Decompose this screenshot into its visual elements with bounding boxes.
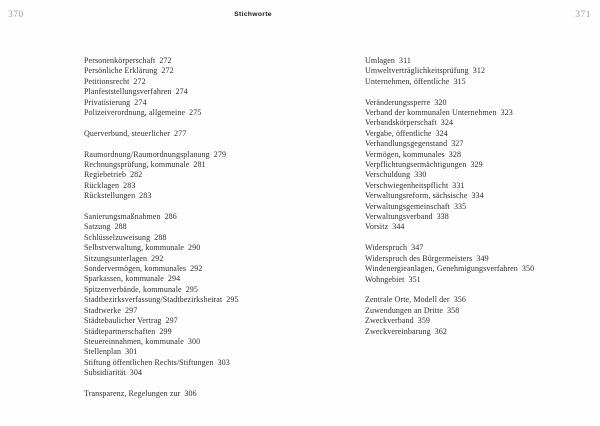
index-term: Privatisierung: [84, 97, 131, 107]
index-page-ref: 359: [417, 316, 431, 326]
index-term: Städtepartnerschaften: [84, 326, 156, 336]
index-page-ref: 283: [139, 191, 152, 201]
index-term: Querverbund, steuerlicher: [84, 128, 171, 138]
index-entry: [365, 139, 593, 149]
index-entry: [365, 264, 593, 274]
index-term: Rückstellungen: [84, 191, 136, 201]
index-page-ref: 272: [161, 66, 174, 76]
index-term: Vorsitz: [365, 222, 389, 232]
index-entry: [84, 368, 359, 378]
index-page-ref: 329: [470, 160, 483, 170]
index-entry: [84, 358, 359, 368]
index-page-ref: 282: [130, 170, 143, 180]
index-entry: [365, 222, 593, 232]
index-term: Polizeiverordnung, allgemeine: [84, 108, 186, 118]
index-page-ref: 277: [174, 128, 187, 138]
index-entry: [84, 56, 359, 66]
index-term: Stadtbezirksverfassung/Stadtbezirksbeirat: [84, 295, 223, 305]
index-entry: [84, 233, 359, 243]
index-entry: [365, 129, 593, 139]
index-page-ref: 323: [500, 108, 513, 118]
index-page-ref: 281: [193, 160, 206, 170]
index-term: Widerspruch des Bürgermeisters: [365, 253, 473, 263]
index-term: Vergabe, öffentliche: [365, 128, 432, 138]
index-entry: [84, 150, 359, 160]
index-page-ref: 294: [167, 274, 181, 284]
index-entry: [84, 389, 359, 399]
index-group: [84, 56, 359, 118]
index-entry: [84, 66, 359, 76]
index-page-ref: 286: [164, 212, 177, 222]
index-term: Verwaltungsverband: [365, 212, 433, 222]
index-group: [84, 150, 359, 202]
index-term: Verband der kommunalen Unternehmen: [365, 108, 497, 118]
index-entry: [84, 191, 359, 201]
index-term: Wohngebiet: [365, 274, 405, 284]
index-term: Zuwendungen an Dritte: [365, 305, 444, 315]
index-term: Persönliche Erklärung: [84, 66, 158, 76]
index-term: Spitzenverbände, kommunale: [84, 284, 182, 294]
index-page-ref: 290: [188, 243, 201, 253]
index-term: Verschwiegenheitspflicht: [365, 180, 449, 190]
index-page-ref: 272: [159, 56, 172, 65]
index-term: Planfeststellungsverfahren: [84, 87, 172, 97]
index-entry: [84, 274, 359, 284]
index-column-left: [84, 56, 359, 399]
index-entry: [365, 56, 593, 66]
index-entry: [365, 170, 593, 180]
index-page-ref: 297: [125, 305, 138, 315]
index-entry: [84, 254, 359, 264]
index-entry: [365, 243, 593, 253]
index-entry: [365, 150, 593, 160]
index-group: [365, 56, 593, 87]
index-term: Subsidiarität: [84, 368, 126, 378]
index-page-ref: 303: [217, 357, 230, 367]
index-page-ref: 356: [453, 295, 466, 305]
index-page-ref: 311: [399, 56, 412, 65]
index-term: Verhandlungsgegenstand: [365, 139, 448, 149]
index-entry: [84, 243, 359, 253]
index-entry: [84, 327, 359, 337]
index-entry: [84, 285, 359, 295]
index-entry: [365, 160, 593, 170]
index-entry: [365, 118, 593, 128]
index-entry: [365, 295, 593, 305]
index-term: Umweltverträglichkeitsprüfung: [365, 66, 469, 76]
index-page-ref: 334: [471, 191, 484, 201]
index-entry: [84, 295, 359, 305]
index-entry: [365, 254, 593, 264]
index-page-ref: 315: [453, 76, 466, 86]
index-page-ref: 312: [472, 66, 486, 76]
page-number-right: 371: [575, 10, 591, 20]
index-entry: [365, 327, 593, 337]
index-term: Rechnungsprüfung, kommunale: [84, 160, 190, 170]
index-page-ref: 351: [408, 274, 421, 284]
index-entry: [365, 275, 593, 285]
index-entry: [84, 264, 359, 274]
index-term: Verwaltungsgemeinschaft: [365, 201, 450, 211]
index-term: Petitionsrecht: [84, 76, 130, 86]
index-term: Sanierungsmaßnahmen: [84, 212, 161, 222]
index-entry: [365, 306, 593, 316]
index-entry: [84, 87, 359, 97]
index-page-ref: 330: [414, 170, 427, 180]
index-page-ref: 344: [392, 222, 405, 232]
index-page-ref: 324: [440, 118, 454, 128]
index-term: Transparenz, Regelungen zur: [84, 388, 181, 398]
index-page-ref: 320: [434, 97, 447, 107]
index-page-ref: 362: [434, 326, 447, 336]
index-page-ref: 279: [213, 149, 227, 159]
index-term: Sparkassen, kommunale: [84, 274, 164, 284]
index-page-ref: 292: [190, 264, 203, 274]
index-entry: [365, 181, 593, 191]
index-group: [84, 389, 359, 399]
index-term: Verpflichtungsermächtigungen: [365, 160, 467, 170]
index-entry: [84, 212, 359, 222]
index-term: Vermögen, kommunales: [365, 149, 445, 159]
index-entry: [84, 337, 359, 347]
index-entry: [84, 222, 359, 232]
index-group: [365, 98, 593, 233]
index-column-right: [365, 56, 593, 337]
index-term: Raumordnung/Raumordnungsplanung: [84, 149, 210, 159]
index-entry: [365, 66, 593, 76]
index-term: Stellenplan: [84, 347, 122, 357]
index-page-ref: 324: [435, 128, 448, 138]
index-group: [84, 212, 359, 379]
index-entry: [365, 191, 593, 201]
running-head-title: Stichworte: [234, 11, 272, 18]
index-term: Schlüsselzuweisung: [84, 232, 151, 242]
index-page-ref: 274: [134, 97, 147, 107]
index-term: Stiftung öffentlichen Rechts/Stiftungen: [84, 357, 214, 367]
index-entry: [84, 98, 359, 108]
index-entry: [84, 316, 359, 326]
index-page-ref: 350: [521, 264, 535, 274]
index-group: [365, 243, 593, 285]
index-page-ref: 300: [187, 336, 201, 346]
index-entry: [84, 129, 359, 139]
index-entry: [84, 170, 359, 180]
index-term: Verschuldung: [365, 170, 411, 180]
index-page-ref: 275: [189, 108, 202, 118]
index-page-ref: 288: [154, 232, 167, 242]
index-term: Umlagen: [365, 56, 396, 65]
index-page-ref: 304: [129, 368, 143, 378]
index-term: Städtebaulicher Vertrag: [84, 316, 162, 326]
index-term: Sondervermögen, kommunales: [84, 264, 187, 274]
index-page-ref: 331: [452, 180, 465, 190]
index-term: Unternehmen, öffentliche: [365, 76, 450, 86]
index-entry: [365, 202, 593, 212]
index-term: Sitzungsunterlagen: [84, 253, 148, 263]
index-entry: [365, 212, 593, 222]
index-term: Satzung: [84, 222, 111, 232]
index-term: Rücklagen: [84, 180, 120, 190]
index-entry: [365, 77, 593, 87]
index-term: Verwaltungsreform, sächsische: [365, 191, 468, 201]
index-page-ref: 306: [184, 388, 197, 398]
index-term: Veränderungssperre: [365, 97, 431, 107]
index-group: [365, 295, 593, 337]
index-group: [84, 129, 359, 139]
index-page-ref: 338: [436, 212, 449, 222]
index-term: Zweckverband: [365, 316, 414, 326]
index-term: Stadtwerke: [84, 305, 121, 315]
index-page-ref: 297: [165, 316, 178, 326]
index-term: Zweckvereinbarung: [365, 326, 431, 336]
index-page-ref: 347: [411, 243, 424, 253]
index-term: Steuereinnahmen, kommunale: [84, 336, 184, 346]
index-page-ref: 327: [451, 139, 464, 149]
index-entry: [365, 316, 593, 326]
index-entry: [365, 108, 593, 118]
index-page-ref: 299: [159, 326, 172, 336]
index-term: Regiebetrieb: [84, 170, 127, 180]
index-page-ref: 283: [123, 180, 136, 190]
index-page-ref: 295: [185, 284, 198, 294]
index-entry: [84, 347, 359, 357]
index-page-ref: 292: [151, 253, 164, 263]
index-page-ref: 349: [476, 253, 489, 263]
index-entry: [365, 98, 593, 108]
index-page-ref: 358: [447, 305, 460, 315]
index-term: Selbstverwaltung, kommunale: [84, 243, 185, 253]
index-term: Verbandskörperschaft: [365, 118, 437, 128]
index-term: Personenkörperschaft: [84, 56, 156, 65]
index-entry: [84, 160, 359, 170]
index-page-ref: 295: [226, 295, 239, 305]
index-page-ref: 335: [453, 201, 467, 211]
index-page-ref: 301: [125, 347, 138, 357]
index-entry: [84, 77, 359, 87]
index-page-ref: 274: [175, 87, 188, 97]
index-page-ref: 272: [133, 76, 146, 86]
index-term: Zentrale Orte, Modell der: [365, 295, 450, 305]
page-number-left: 370: [8, 10, 24, 20]
index-term: Windenergieanlagen, Genehmigungsverfahren: [365, 264, 518, 274]
index-entry: [84, 181, 359, 191]
index-entry: [84, 306, 359, 316]
index-term: Widerspruch: [365, 243, 408, 253]
index-page-ref: 288: [114, 222, 127, 232]
index-entry: [84, 108, 359, 118]
index-page-ref: 328: [448, 149, 462, 159]
